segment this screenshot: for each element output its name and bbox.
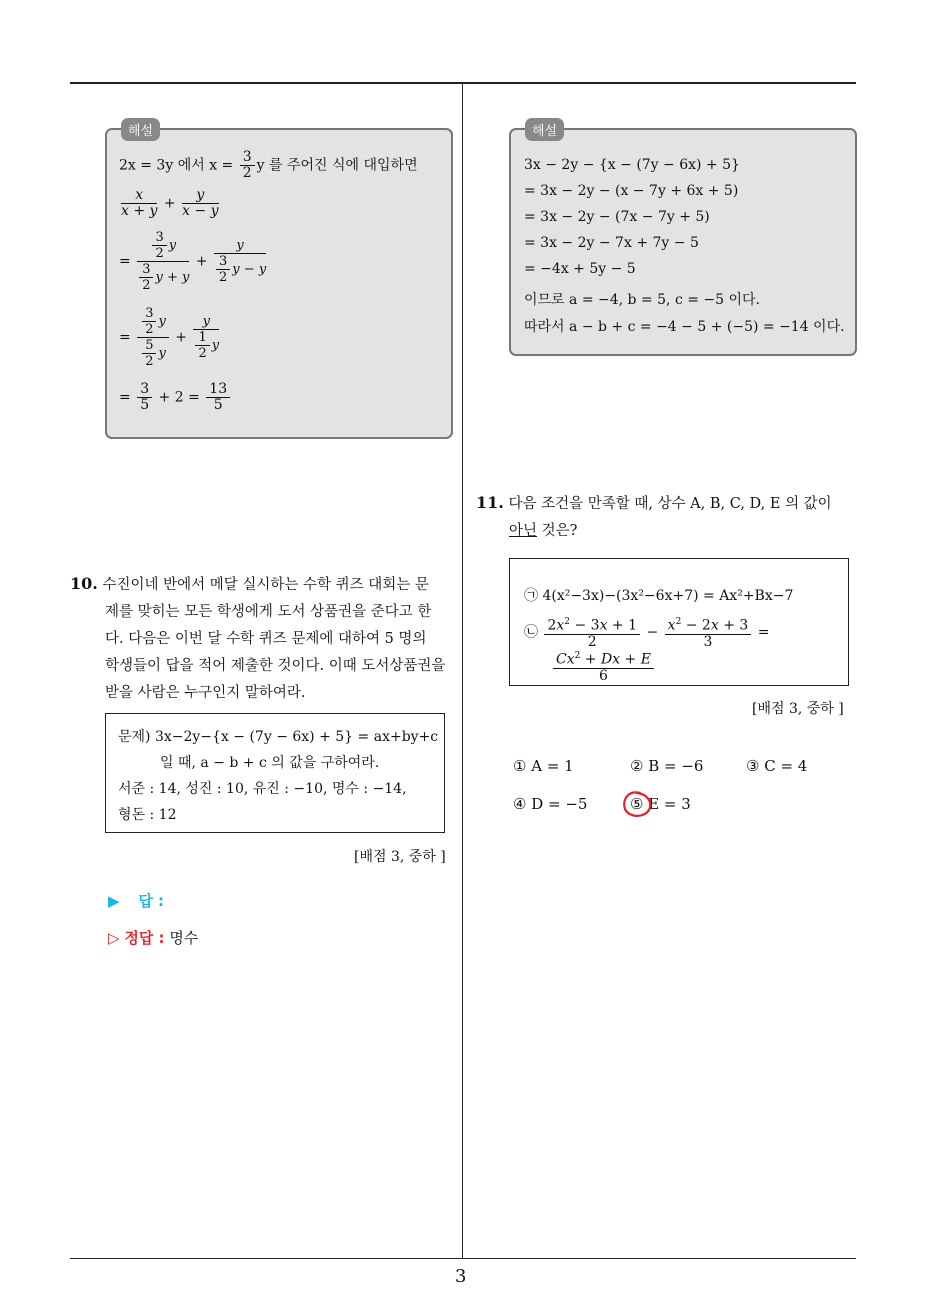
choice-5[interactable]: ⑤ E = 3 [630, 795, 691, 813]
condition-2: ㉡ $\frac{2x^2 - 3x + 1}{2}$ − $\frac{x^2 - 2x + 3}{3}$ = $\frac{Cx^2 + Dx + E}{6}$ [524, 617, 770, 684]
solution-expr: $\frac{x}{x + y}$ + $\frac{y}{x - y}$ [121, 187, 219, 219]
solution-expr: = $\frac{3}{2}$ y $\frac{3}{2}$ y + y + y $\frac{3}{2}$ y − y [119, 230, 267, 293]
correct-label: 정답 : [124, 929, 165, 947]
solution-expr: = $\frac{3}{2}$ y $\frac{5}{2}$ y + y $\frac{1}{2}$ y [119, 306, 220, 369]
correct-answer-row [108, 927, 198, 948]
question-number: 10. [70, 574, 98, 593]
question-10 [70, 570, 460, 707]
right-solution-box [509, 124, 857, 356]
solution-tag: 해설 [525, 118, 564, 141]
solution-line: = −4x + 5y − 5 [524, 261, 636, 277]
page-number: 3 [455, 1266, 467, 1287]
question-number: 11. [476, 493, 504, 512]
choice-3[interactable]: ③ C = 4 [746, 757, 808, 775]
solution-line: = 3x − 2y − (x − 7y + 6x + 5) [524, 183, 739, 199]
score-label: [배점 3, 중하 ] [752, 701, 844, 717]
circled-marker: ㉡ [524, 624, 538, 641]
question-11 [476, 489, 866, 545]
answers-line: 형돈 : 12 [118, 807, 177, 823]
question-text-line: 학생들이 답을 적어 제출한 것이다. 이때 도서상품권을 [105, 658, 446, 674]
problem-line: 문제) 3x−2y−{x − (7y − 6x) + 5} = ax+by+c [118, 729, 439, 745]
left-solution-box [105, 124, 453, 439]
top-rule [70, 82, 856, 84]
play-triangle-icon: ▶ [108, 892, 120, 910]
solution-result: = $\frac{3}{5}$ + 2 = $\frac{13}{5}$ [119, 382, 232, 413]
question-text-line: 받을 사람은 누구인지 말하여라. [105, 685, 306, 701]
outline-triangle-icon: ▷ [108, 929, 120, 947]
solution-line: 2x = 3y 에서 x = $\frac{3}{2}$ y 를 주어진 식에 대입하면 [119, 149, 418, 181]
solution-line: 3x − 2y − {x − (7y − 6x) + 5} [524, 157, 740, 173]
question-text-line: 수진이네 반에서 메달 실시하는 수학 퀴즈 대회는 문 [102, 577, 429, 593]
condition-1 [524, 585, 793, 605]
question-text-line: 다음 조건을 만족할 때, 상수 A, B, C, D, E 의 값이 [508, 496, 832, 512]
solution-line: 이므로 a = −4, b = 5, c = −5 이다. [524, 292, 760, 308]
problem-line: 일 때, a − b + c 의 값을 구하여라. [160, 755, 380, 771]
answer-row [108, 890, 164, 911]
answer-circle-mark [620, 788, 654, 820]
question-text-line: 다. 다음은 이번 달 수학 퀴즈 문제에 대하여 5 명의 [105, 631, 427, 647]
bottom-rule [70, 1258, 856, 1259]
solution-line: = 3x − 2y − 7x + 7y − 5 [524, 235, 699, 251]
column-divider [462, 84, 463, 1259]
question-text-line: 것은? [537, 523, 578, 539]
choice-1[interactable]: ① A = 1 [513, 757, 574, 775]
question-text-line: 제를 맞히는 모든 학생에게 도서 상품권을 준다고 한 [105, 604, 432, 620]
solution-line: 따라서 a − b + c = −4 − 5 + (−5) = −14 이다. [524, 319, 845, 335]
answers-line: 서준 : 14, 성진 : 10, 유진 : −10, 명수 : −14, [118, 781, 407, 797]
correct-value: 명수 [169, 929, 199, 947]
condition-text: 4(x²−3x)−(3x²−6x+7) = Ax²+Bx−7 [542, 588, 794, 604]
condition-box [509, 558, 849, 686]
solution-line: = 3x − 2y − (7x − 7y + 5) [524, 209, 710, 225]
answer-label: 답 : [138, 892, 165, 910]
circled-marker: ㉠ [524, 588, 538, 604]
problem-box [105, 713, 445, 833]
underlined-word: 아닌 [509, 523, 538, 539]
solution-tag: 해설 [121, 118, 160, 141]
choice-2[interactable]: ② B = −6 [630, 757, 704, 775]
choice-4[interactable]: ④ D = −5 [513, 795, 588, 813]
score-label: [배점 3, 중하 ] [354, 849, 446, 865]
